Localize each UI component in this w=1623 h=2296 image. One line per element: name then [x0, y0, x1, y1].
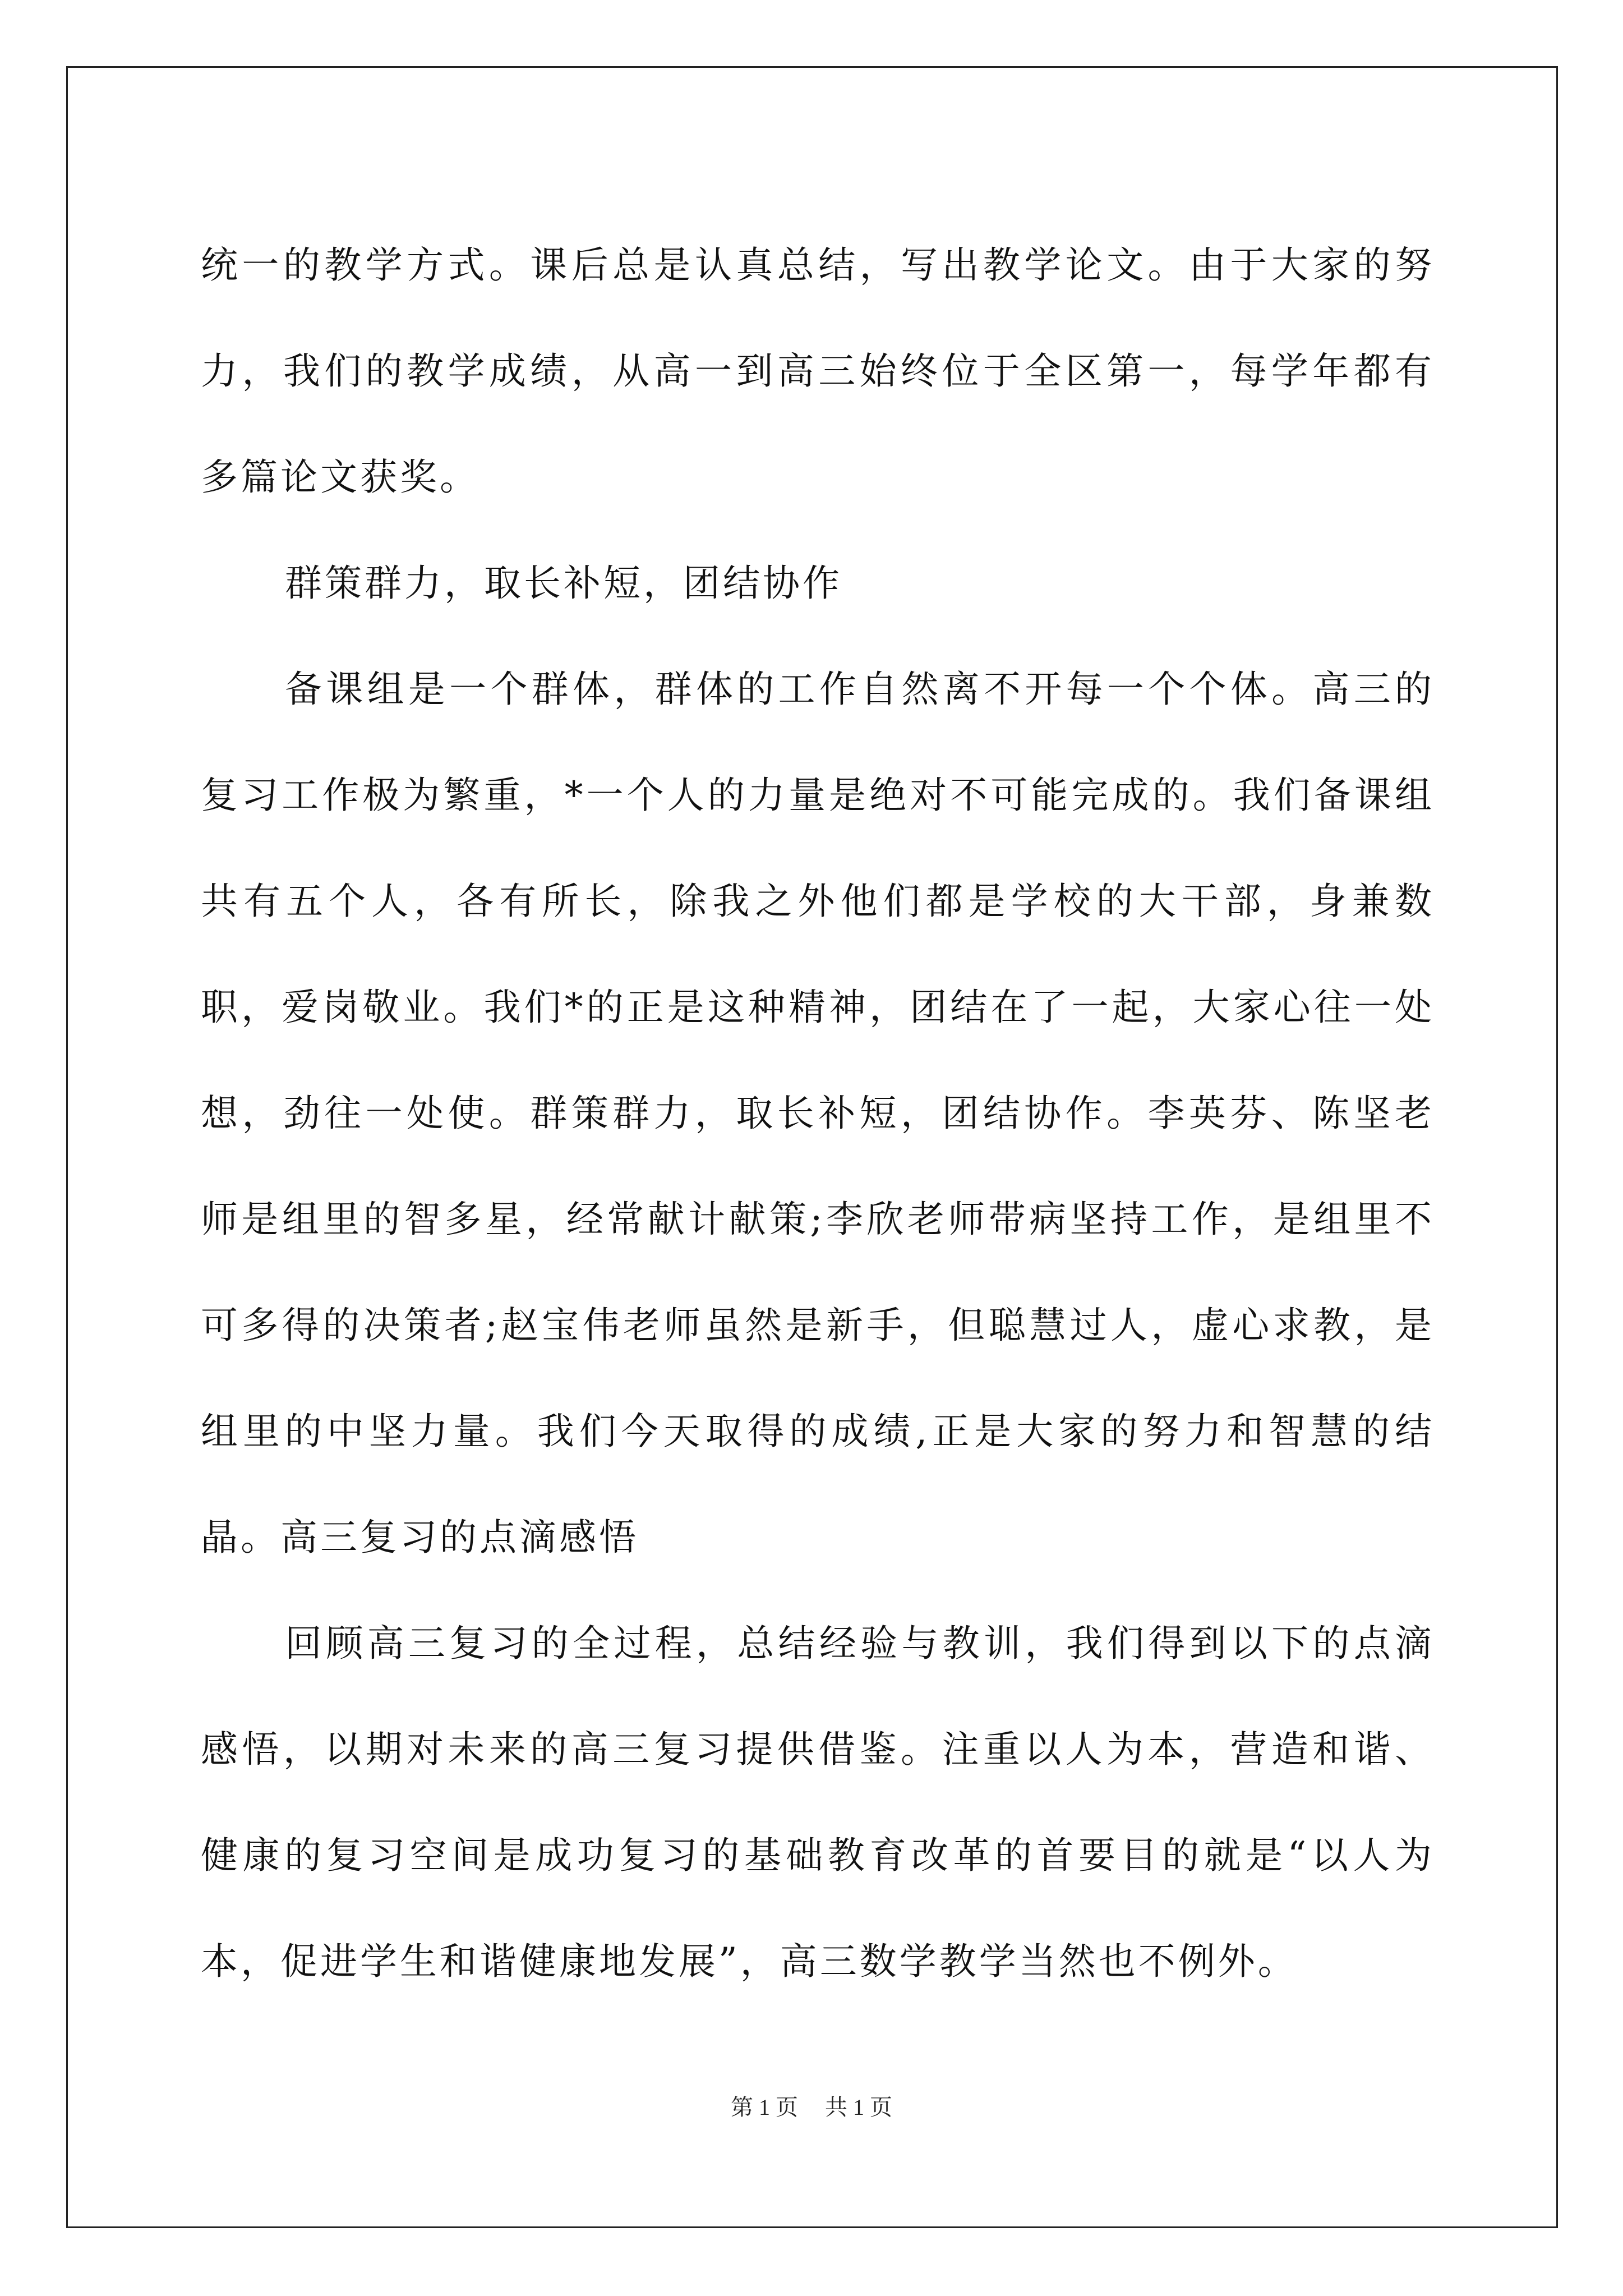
- page-total: 共 1 页: [825, 2095, 892, 2120]
- paragraph-review: 回顾高三复习的全过程，总结经验与教训，我们得到以下的点滴感悟，以期对未来的高三复习提供借鉴。注重以人为本，营造和谐、健康的复习空间是成功复习的基础教育改革的首要目的就是“以人为本，促进学生和谐健康地发展”，高三数学教学当然也不例外。: [201, 1622, 1435, 1983]
- page-footer: [0, 2091, 1623, 2124]
- page-number: 第 1 页: [731, 2095, 798, 2120]
- paragraph-continuation: 统一的教学方式。课后总是认真总结，写出教学论文。由于大家的努力，我们的教学成绩，从高一到高三始终位于全区第一，每学年都有多篇论文获奖。: [201, 243, 1435, 499]
- section-heading: 群策群力，取长补短，团结协作: [285, 562, 842, 605]
- paragraph-team: 备课组是一个群体，群体的工作自然离不开每一个个体。高三的复习工作极为繁重，*一个人的力量是绝对不可能完成的。我们备课组共有五个人，各有所长，除我之外他们都是学校的大干部，身兼数职，爱岗敬业。我们*的正是这种精神，团结在了一起，大家心往一处想，劲往一处使。群策群力，取长补短，团结协作。李英芬、陈坚老师是组里的智多星，经常献计献策;李欣老师带病坚持工作，是组里不可多得的决策者;赵宝伟老师虽然是新手，但聪慧过人，虚心求教，是组里的中坚力量。我们今天取得的成绩,正是大家的努力和智慧的结晶。高三复习的点滴感悟: [201, 668, 1435, 1559]
- document-body: [201, 212, 1435, 2014]
